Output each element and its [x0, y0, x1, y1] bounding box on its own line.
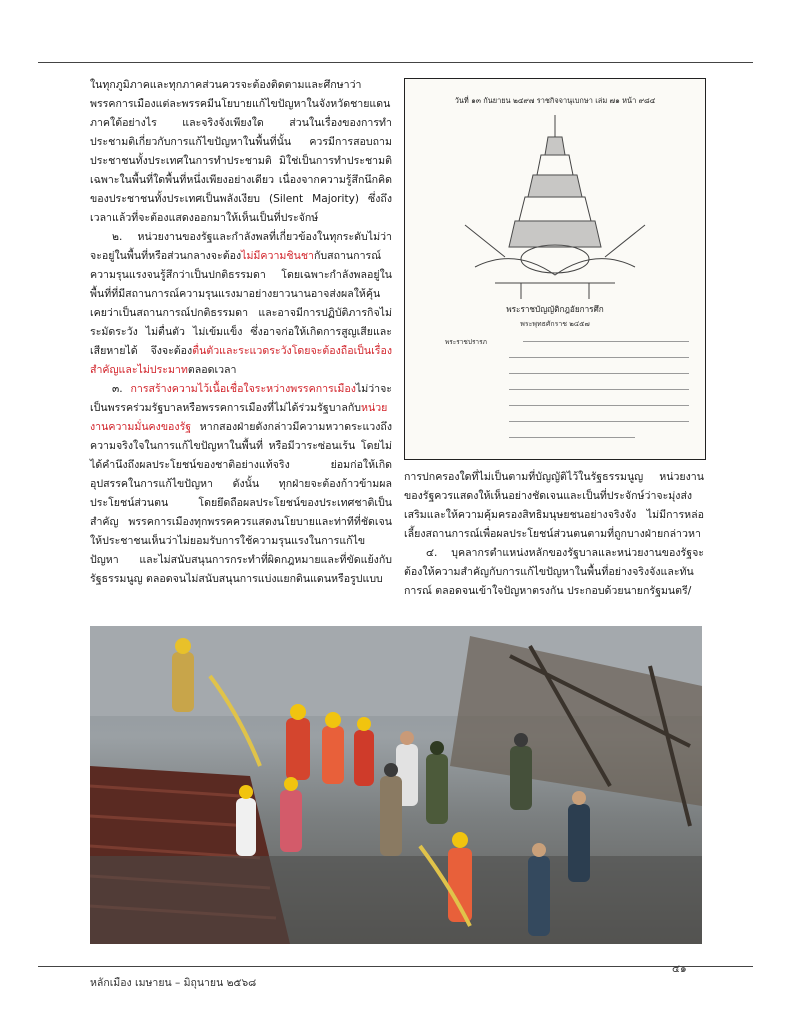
- paragraph-point-4: ๔. บุคลากรตำแหน่งหลักของรัฐบาลและหน่วยงานของรัฐจะต้องให้ความสำคัญกับการแก้ไขปัญหาในพื้นที่อย่างจริงจังและทันการณ์ ตลอดจนเข้าใจปัญหาตรงกัน ประกอบด้วยนายกรัฐมนตรี/: [404, 547, 704, 597]
- footer-rule: [38, 966, 753, 967]
- gazette-image: [404, 78, 706, 460]
- gazette-subtitle: พระพุทธศักราช ๒๔๕๗: [520, 320, 590, 328]
- page-number: ๔๑: [672, 963, 687, 975]
- gazette-text-line: [509, 357, 689, 358]
- text-run: กับสถานการณ์ความรุนแรงจนรู้สึกว่าเป็นปกติธรรมดา โดยเฉพาะกำลังพลอยู่ในพื้นที่ที่มีสถานการณ์ความรุนแรงมาอย่างยาวนานอาจส่งผลให้คุ้นเคยว่าเป็นสถานการณ์ปกติธรรมดา และอาจมีการปฏิบัติภารกิจไม่ระมัดระวัง ไม่ตื่นตัว ไม่เข้มแข็ง ซึ่งอาจก่อให้เกิดการสูญเสียและเสียหายได้ จึงจะต้อง: [90, 250, 392, 357]
- publication-footer: หลักเมือง เมษายน – มิถุนายน ๒๕๖๘: [90, 977, 257, 989]
- gazette-text-line: [509, 437, 635, 438]
- text-run: ๓.: [112, 383, 131, 395]
- paragraph-point-3: [90, 380, 392, 589]
- gazette-title: พระราชบัญญัติกฎอัยการศึก: [506, 304, 604, 314]
- highlight-text: การสร้างความไว้เนื้อเชื่อใจระหว่างพรรคการเมือง: [130, 383, 356, 395]
- rescue-workers-photo-icon: [90, 626, 702, 944]
- left-text-column: [90, 76, 392, 589]
- text-run: ไม่ว่าจะเป็นพรรคร่วมรัฐบาลหรือพรรคการเมืองที่ไม่ได้ร่วมรัฐบาลกับ: [90, 383, 392, 414]
- gazette-text-line: [509, 405, 689, 406]
- text-run: หากสองฝ่ายดังกล่าวมีความหวาดระแวงถึงความจริงใจในการแก้ไขปัญหาในพื้นที่ หรือมีวาระซ่อนเร้น โดยไม่ได้คำนึงถึงผลประโยชน์ของชาติอย่างแท้จริง ย่อมก่อให้เกิดอุปสรรคในการแก้ไขปัญหา ดังนั้น ทุกฝ่ายจะต้องก้าวข้ามผลประโยชน์ส่วนตน โดยยึดถือผลประโยชน์ของประเทศชาติเป็นสำคัญ พรรคการเมืองทุกพรรคควรแสดงนโยบายและท่าทีที่ชัดเจนให้ประชาชนเห็นว่าไม่ยอมรับการใช้ความรุนแรงในการแก้ไขปัญหา และไม่สนับสนุนการกระทำที่ผิดกฎหมายและที่ขัดแย้งกับรัฐธรรมนูญ ตลอดจนไม่สนับสนุนการแบ่งแยกดินแดนหรือรูปแบบ: [90, 421, 392, 585]
- gazette-header: วันที่ ๑๓ กันยายน ๒๔๙๗ ราชกิจจานุเบกษา เล่ม ๗๑ หน้า ๙๘๔: [454, 96, 656, 105]
- royal-emblem-icon: [405, 107, 705, 307]
- highlight-text: ตื่นตัวและระแวดระวังโดยจะต้องถือเป็นเรื่องสำคัญและไม่ประมาท: [90, 345, 392, 376]
- gazette-text-line: [509, 373, 689, 374]
- gazette-side-label: พระราชปรารภ: [445, 338, 487, 346]
- right-text-column: [404, 468, 704, 601]
- gazette-text-line: [509, 389, 689, 390]
- paragraph-continued: การปกครองใดที่ไม่เป็นตามที่บัญญัติไว้ในรัฐธรรมนูญ หน่วยงานของรัฐควรแสดงให้เห็นอย่างชัดเจนและเป็นที่ประจักษ์ว่าจะมุ่งส่งเสริมและให้ความคุ้มครองสิทธิมนุษยชนอย่างจริงจัง ไม่มีการหล่อเลี้ยงสถานการณ์เพื่อผลประโยชน์ส่วนตนตามที่ถูกบางฝ่ายกล่าวหา: [404, 471, 704, 540]
- text-run: ๒. หน่วยงานของรัฐและกำลังพลที่เกี่ยวข้องในทุกระดับไม่ว่าจะอยู่ในพื้นที่หรือส่วนกลางจะต้อง: [90, 231, 392, 262]
- paragraph-point-2: [90, 228, 392, 380]
- gazette-text-line: [523, 341, 689, 342]
- highlight-text: หน่วยงานความมั่นคงของรัฐ: [90, 402, 388, 433]
- text-run: ตลอดเวลา: [187, 364, 237, 376]
- header-rule: [38, 62, 753, 63]
- highlight-text: ไม่มีความชินชา: [241, 250, 314, 262]
- paragraph-continued: ในทุกภูมิภาคและทุกภาคส่วนควรจะต้องติดตามและศึกษาว่าพรรคการเมืองแต่ละพรรคมีนโยบายแก้ไขปัญหาในจังหวัดชายแดนภาคใต้อย่างไร และจริงจังเพียงใด ส่วนในเรื่องของการทำประชามติเกี่ยวกับการแก้ไขปัญหาในพื้นที่นั้น ควรมีการสอบถามประชาชนทั้งประเทศในการทำประชามติ มิใช่เป็นการทำประชามติเฉพาะในพื้นที่ใดพื้นที่หนึ่งเพียงอย่างเดียว เนื่องจากความรู้สึกนึกคิดของประชาชนทั้งประเทศเป็นพลังเงียบ (Silent Majority) ซึ่งถึงเวลาแล้วที่จะต้องแสดงออกมาให้เห็นเป็นที่ประจักษ์: [90, 79, 392, 224]
- fire-scene-photo: [90, 626, 702, 944]
- gazette-text-line: [509, 421, 689, 422]
